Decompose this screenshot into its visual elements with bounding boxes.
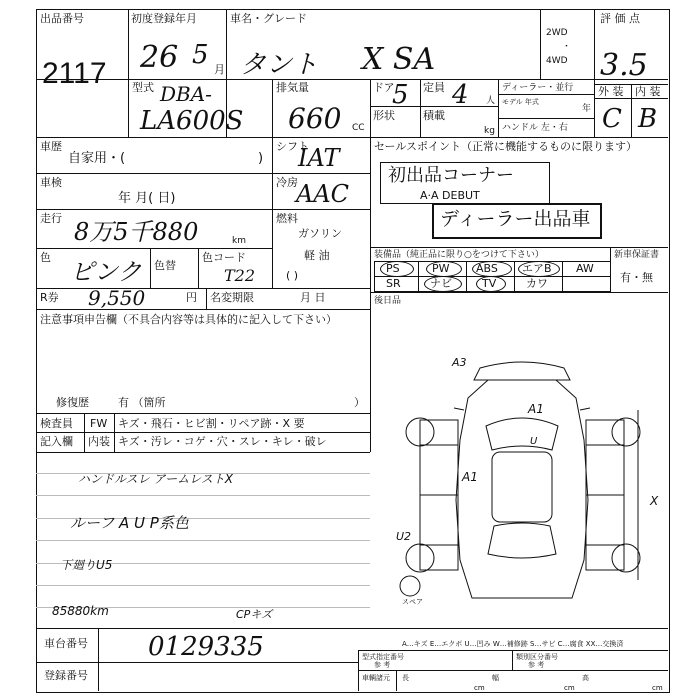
- note-line-2: ルーフ A U P系色: [70, 514, 189, 532]
- height-cm: cm: [652, 684, 663, 692]
- recycle-fee: 9,550: [88, 286, 146, 310]
- damage-mark-a1-side: A1: [462, 470, 478, 484]
- color-change-label: 色替: [154, 259, 176, 272]
- drive-dot: ・: [562, 42, 572, 52]
- length-label: 長: [402, 674, 409, 682]
- month-unit: 月: [214, 63, 225, 76]
- lot-number-label: 出品番号: [40, 12, 84, 25]
- exterior-grade: C: [602, 104, 622, 134]
- yen-unit: 円: [186, 291, 197, 304]
- model-label: 型式: [132, 81, 154, 94]
- history-close: ): [258, 151, 264, 166]
- repair-history-label: 修復歴: [56, 396, 89, 409]
- ac-value: AAC: [296, 180, 350, 208]
- equip-airbag: エアB: [522, 262, 552, 275]
- width-label: 幅: [492, 674, 499, 682]
- notes-label: 注意事項申告欄（不具合内容等は具体的に記入して下さい）: [40, 313, 337, 326]
- name-change-value: 月 日: [300, 291, 326, 304]
- load-label: 積載: [423, 109, 445, 122]
- damage-legend: A…キズ E…エクボ U…凹み W…補修跡 S…サビ C…腐食 XX…交換済: [402, 640, 624, 648]
- door-label: ドア: [373, 81, 395, 94]
- car-grade: X SA: [362, 42, 436, 77]
- damage-mark-u2: U2: [396, 530, 412, 543]
- dealer-label: ディーラー・並行: [502, 83, 574, 93]
- model-code: LA600S: [140, 106, 244, 136]
- warranty-value: 有・無: [620, 271, 653, 284]
- year-unit: 年: [582, 104, 592, 114]
- displacement-label: 排気量: [276, 81, 309, 94]
- car-name: タント: [240, 50, 319, 80]
- history-label: 車歴: [40, 140, 62, 153]
- width-cm: cm: [564, 684, 575, 692]
- equip-abs: ABS: [476, 262, 498, 275]
- color-label: 色: [40, 251, 51, 264]
- drive-4wd: 4WD: [546, 56, 568, 66]
- equip-leather: カワ: [526, 277, 548, 290]
- sales-point-label: セールスポイント（正常に機能するものに限ります）: [374, 140, 638, 153]
- model-prefix: DBA-: [160, 82, 212, 106]
- mileage-value: 8万5千880: [74, 218, 199, 246]
- color-code-label: 色コード: [202, 251, 246, 264]
- fw-text: キズ・飛石・ヒビ割・リペア跡・X 要: [118, 417, 305, 430]
- color-value: ピンク: [70, 258, 142, 286]
- car-damage-diagram: [380, 350, 668, 612]
- entry-label: 記入欄: [40, 435, 73, 448]
- length-cm: cm: [474, 684, 485, 692]
- car-name-grade-label: 車名・グレード: [230, 12, 307, 25]
- capacity-label: 定員: [423, 81, 445, 94]
- damage-mark-cp: CPキズ: [236, 608, 273, 621]
- warranty-label: 新車保証書: [614, 250, 660, 260]
- handle-label: ハンドル 左・右: [502, 123, 568, 133]
- km-unit: km: [232, 236, 246, 246]
- kg-unit: kg: [484, 126, 495, 136]
- equip-pw-circle: [426, 261, 462, 277]
- score-label: 評 価 点: [600, 12, 640, 25]
- dimensions-label: 車輌諸元: [362, 674, 390, 682]
- note-line-4: 85880km: [52, 604, 109, 618]
- equip-airbag-circle: [518, 261, 560, 277]
- equip-tv: TV: [482, 277, 497, 290]
- registration-year: 26: [140, 40, 179, 75]
- interior-label: 内 装: [635, 85, 661, 98]
- person-unit: 人: [486, 96, 496, 106]
- shift-value: IAT: [298, 144, 340, 172]
- fw-label: FW: [90, 417, 108, 430]
- class-number-label: 類別区分番号: [516, 653, 558, 661]
- equip-tv-circle: [476, 276, 506, 292]
- fuel-gasoline: ガソリン: [298, 227, 342, 240]
- interior-text: キズ・汚レ・コゲ・穴・スレ・キレ・破レ: [118, 435, 327, 448]
- displacement-value: 660: [288, 102, 342, 135]
- registration-number-label: 登録番号: [44, 669, 88, 682]
- equip-abs-circle: [472, 261, 512, 277]
- equip-ps: PS: [386, 262, 400, 275]
- post-install-label: 後日品: [374, 296, 402, 306]
- type-designation-ref: 参 考: [374, 661, 391, 669]
- capacity-value: 4: [452, 80, 469, 110]
- recycle-label: R券: [40, 291, 59, 304]
- exterior-label: 外 装: [598, 85, 624, 98]
- model-year-label: モデル 年式: [502, 98, 539, 106]
- equip-navi-circle: [424, 276, 462, 292]
- fuel-label: 燃料: [276, 212, 298, 225]
- note-line-3: 下廻りU5: [60, 558, 113, 572]
- chassis-label: 車台番号: [44, 637, 88, 650]
- ac-label: 冷房: [276, 176, 298, 189]
- mileage-label: 走行: [40, 212, 62, 225]
- equip-navi: ナビ: [430, 277, 452, 290]
- equip-aw: AW: [576, 262, 594, 275]
- repair-history-value: 有 （箇所: [118, 396, 166, 409]
- dealer-stamp: ディーラー出品車: [440, 208, 591, 230]
- equipment-label: 装備品（純正品に限り○をつけて下さい）: [374, 250, 544, 260]
- first-registration-label: 初度登録年月: [131, 12, 197, 25]
- lot-number: 2117: [42, 57, 107, 90]
- registration-month: 5: [192, 40, 209, 70]
- damage-mark-a1-front: A1: [528, 402, 544, 416]
- shape-label: 形状: [373, 109, 395, 122]
- score-value: 3.5: [600, 48, 648, 83]
- chassis-number: 0129335: [148, 632, 264, 662]
- damage-mark-u: U: [530, 436, 538, 447]
- damage-mark-a3: A3: [452, 356, 467, 369]
- shift-label: シフト: [276, 140, 309, 153]
- height-label: 高: [582, 674, 589, 682]
- equip-pw: PW: [432, 262, 450, 275]
- cc-unit: CC: [352, 123, 365, 133]
- damage-mark-x: X: [650, 494, 659, 508]
- note-line-1: ハンドルスレ アームレストX: [78, 472, 233, 486]
- inspector-label: 検査員: [40, 417, 73, 430]
- debut-corner-title: 初出品コーナー: [388, 165, 514, 186]
- inspection-value: 年 月( 日): [118, 191, 176, 206]
- fuel-light-oil: 軽 油: [304, 249, 330, 262]
- spare-label: スペア: [402, 598, 423, 606]
- class-number-ref: 参 考: [528, 661, 545, 669]
- interior-grade: B: [638, 104, 658, 134]
- inspection-label: 車検: [40, 176, 62, 189]
- equip-sr: SR: [386, 277, 401, 290]
- debut-corner-sub: A·A DEBUT: [420, 189, 480, 202]
- drive-2wd: 2WD: [546, 28, 568, 38]
- equip-ps-circle: [380, 261, 414, 277]
- interior-row-label: 内装: [88, 435, 110, 448]
- repair-history-close: ）: [354, 396, 365, 409]
- door-count: 5: [392, 80, 409, 110]
- fuel-other: ( ): [286, 269, 299, 282]
- type-designation-label: 型式指定番号: [362, 653, 404, 661]
- name-change-label: 名変期限: [210, 291, 254, 304]
- color-code-value: T22: [224, 266, 256, 285]
- history-value: 自家用・(: [68, 151, 126, 166]
